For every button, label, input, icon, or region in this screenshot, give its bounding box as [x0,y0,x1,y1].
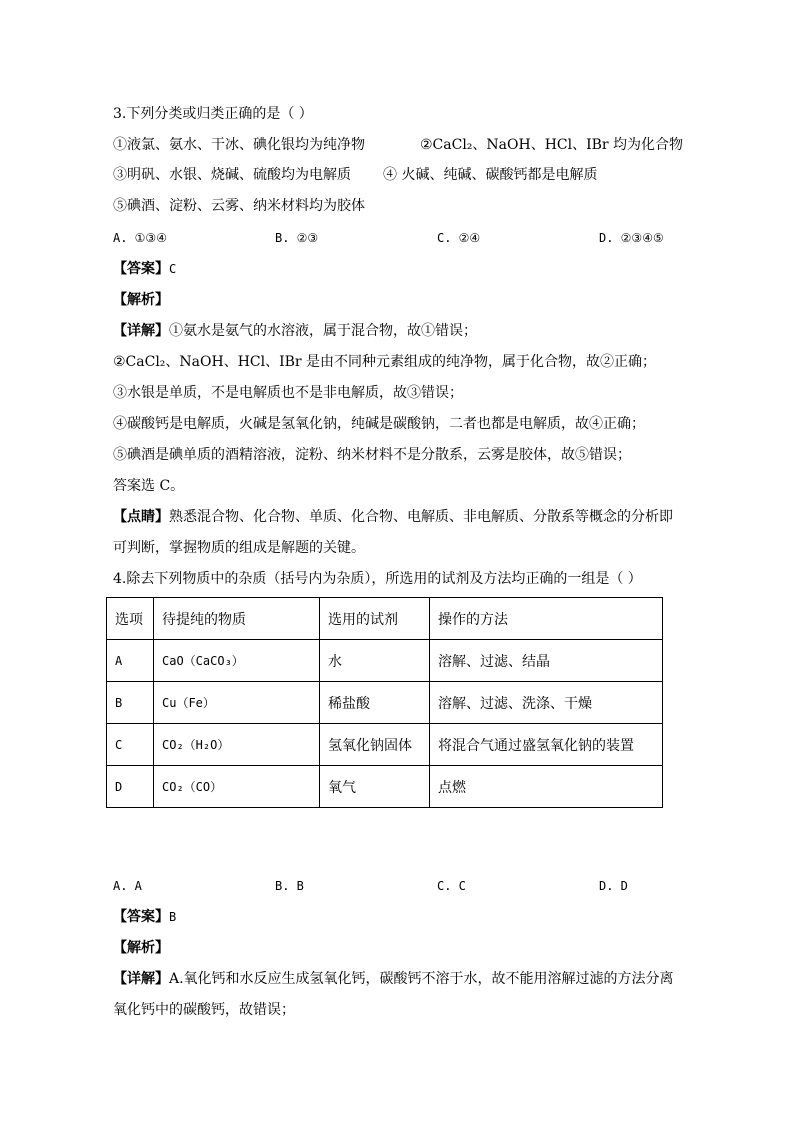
q3-item-5: ⑤碘酒、淀粉、云雾、纳米材料均为胶体 [113,198,365,214]
answer-label: 【答案】 [113,909,169,925]
table-cell: 将混合气通过盛氢氧化钠的装置 [430,724,663,766]
table-cell: A [107,640,154,682]
table-row [107,766,663,808]
detail-text: A.氧化钙和水反应生成氢氧化钙，碳酸钙不溶于水，故不能用溶解过滤的方法分离 [169,971,674,987]
q4-analysis-label: 【解析】 [113,940,169,956]
q3-item-4: ④ 火碱、纯碱、碳酸钙都是电解质 [383,167,598,183]
q3-detail-1 [113,322,477,340]
q3-item-2: ②CaCl₂、NaOH、HCl、IBr 均为化合物 [420,137,684,153]
detail-label: 【详解】 [113,323,169,339]
table-cell: Cu（Fe） [154,682,320,724]
q3-detail-5: ⑤碘酒是碘单质的酒精溶液，淀粉、纳米材料不是分散系，云雾是胶体，故⑤错误； [113,447,631,463]
q3-title: 3.下列分类或归类正确的是（ ） [113,106,313,122]
q3-option-a: A. ①③④ [113,231,167,245]
table-cell: 稀盐酸 [320,682,430,724]
q4-option-d: D. D [599,879,628,893]
table-cell: CaO（CaCO₃） [154,640,320,682]
detail-label: 【详解】 [113,971,169,987]
q3-item-1: ①液氯、氨水、干冰、碘化银均为纯净物 [113,137,365,153]
table-row [107,682,663,724]
table-row [107,724,663,766]
table-header-row [107,598,663,640]
table-row [107,640,663,682]
q4-detail-1 [113,970,674,988]
comment-label: 【点睛】 [113,509,169,525]
q3-answer [113,260,176,278]
q3-option-b: B. ②③ [275,231,319,245]
q3-detail-3: ③水银是单质，不是电解质也不是非电解质，故③错误； [113,385,463,401]
table-cell: 氧气 [320,766,430,808]
q4-table [106,597,663,808]
table-cell: 点燃 [430,766,663,808]
q4-option-a: A. A [113,879,142,893]
q3-option-c: C. ②④ [437,231,481,245]
table-cell: D [107,766,154,808]
table-header-cell: 选项 [107,598,154,640]
table-cell: 氢氧化钠固体 [320,724,430,766]
q3-conclusion: 答案选 C。 [113,478,185,494]
comment-text: 熟悉混合物、化合物、单质、化合物、电解质、非电解质、分散系等概念的分析即 [169,509,673,525]
q3-detail-4: ④碳酸钙是电解质，火碱是氢氧化钠，纯碱是碳酸钠，二者也都是电解质，故④正确； [113,416,645,432]
q4-title: 4.除去下列物质中的杂质（括号内为杂质），所选用的试剂及方法均正确的一组是（ ） [113,571,642,587]
q3-option-d: D. ②③④⑤ [599,231,664,245]
table-cell: CO₂（H₂O） [154,724,320,766]
table-cell: 溶解、过滤、结晶 [430,640,663,682]
table-cell: C [107,724,154,766]
table-header-cell: 选用的试剂 [320,598,430,640]
table-cell: 水 [320,640,430,682]
q4-option-c: C. C [437,879,466,893]
q3-analysis-label: 【解析】 [113,292,169,308]
q4-answer [113,908,176,926]
answer-value: B [169,910,177,924]
q4-detail-2: 氧化钙中的碳酸钙，故错误； [113,1002,295,1018]
table-cell: 溶解、过滤、洗涤、干燥 [430,682,663,724]
table-header-cell: 待提纯的物质 [154,598,320,640]
q3-detail-2: ②CaCl₂、NaOH、HCl、IBr 是由不同种元素组成的纯净物，属于化合物，故②正确； [113,354,657,370]
answer-value: C [169,262,177,276]
table-header-cell: 操作的方法 [430,598,663,640]
q3-item-3: ③明矾、水银、烧碱、硫酸均为电解质 [113,167,351,183]
detail-text: ①氨水是氨气的水溶液，属于混合物，故①错误； [169,323,477,339]
q3-comment-1 [113,508,673,526]
q4-option-b: B. B [275,879,304,893]
table-cell: CO₂（CO） [154,766,320,808]
answer-label: 【答案】 [113,261,169,277]
q3-comment-2: 可判断，掌握物质的组成是解题的关键。 [113,540,365,556]
table-cell: B [107,682,154,724]
